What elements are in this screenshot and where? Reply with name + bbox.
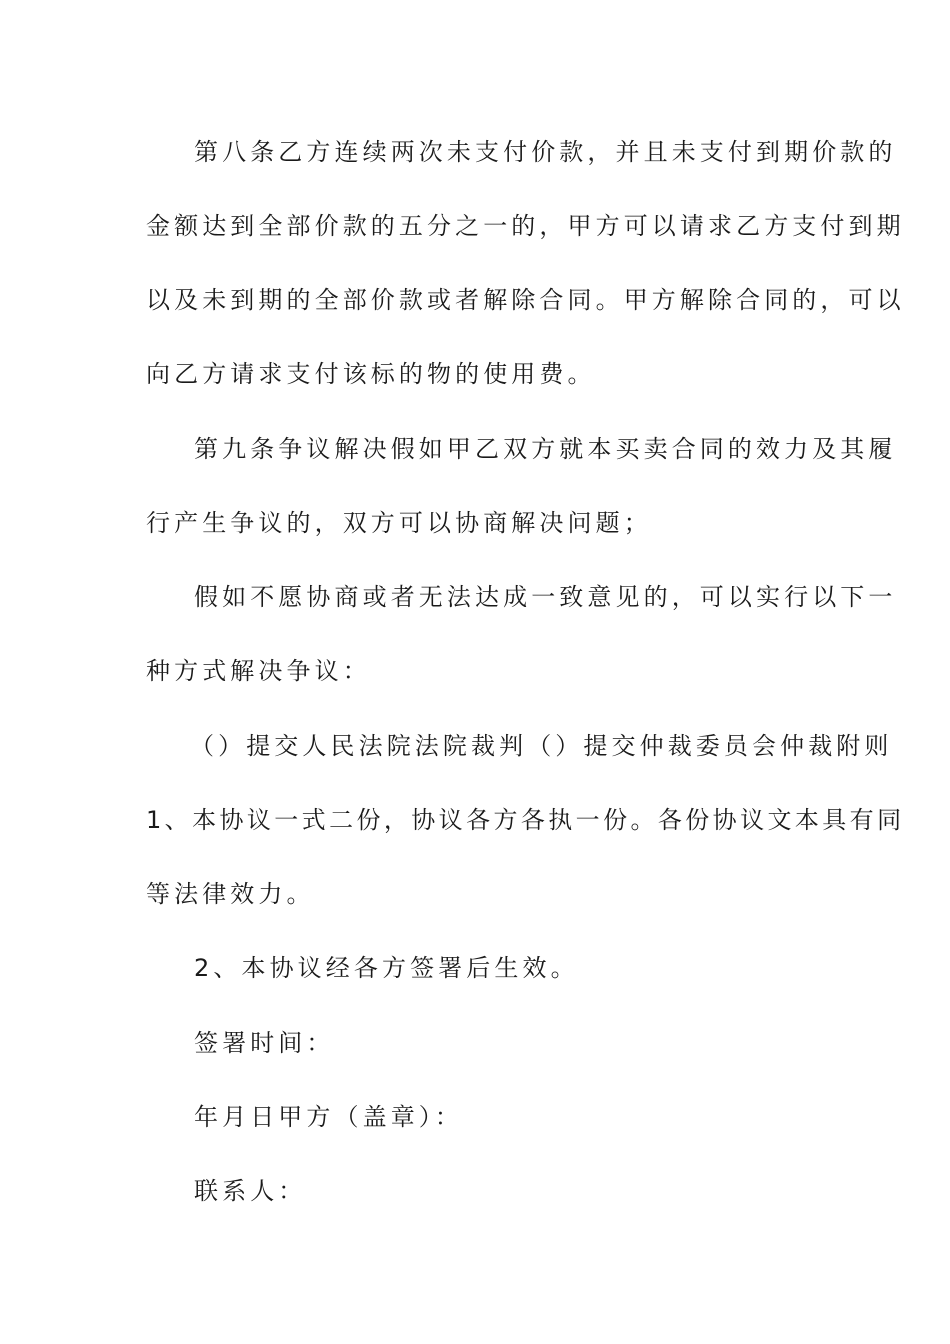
text-line: 第九条争议解决假如甲乙双方就本买卖合同的效力及其履 <box>194 435 897 463</box>
text-line: 1、本协议一式二份，协议各方各执一份。各份协议文本具有同 <box>146 806 905 834</box>
text-line: 假如不愿协商或者无法达成一致意见的，可以实行以下一 <box>194 583 897 611</box>
text-line: （）提交人民法院法院裁判（）提交仲裁委员会仲裁附则 <box>190 732 893 760</box>
text-line: 等法律效力。 <box>146 880 315 908</box>
text-line: 第八条乙方连续两次未支付价款，并且未支付到期价款的 <box>194 138 897 166</box>
text-line: 向乙方请求支付该标的物的使用费。 <box>146 360 596 388</box>
text-line: 以及未到期的全部价款或者解除合同。甲方解除合同的，可以 <box>146 286 905 314</box>
text-line: 签署时间： <box>194 1029 335 1057</box>
text-line: 联系人： <box>194 1177 307 1205</box>
text-line: 年月日甲方（盖章）： <box>194 1103 463 1131</box>
text-line: 金额达到全部价款的五分之一的，甲方可以请求乙方支付到期 <box>146 212 905 240</box>
text-line: 2、本协议经各方签署后生效。 <box>194 954 579 982</box>
text-line: 种方式解决争议： <box>146 657 371 685</box>
text-line: 行产生争议的，双方可以协商解决问题； <box>146 509 652 537</box>
